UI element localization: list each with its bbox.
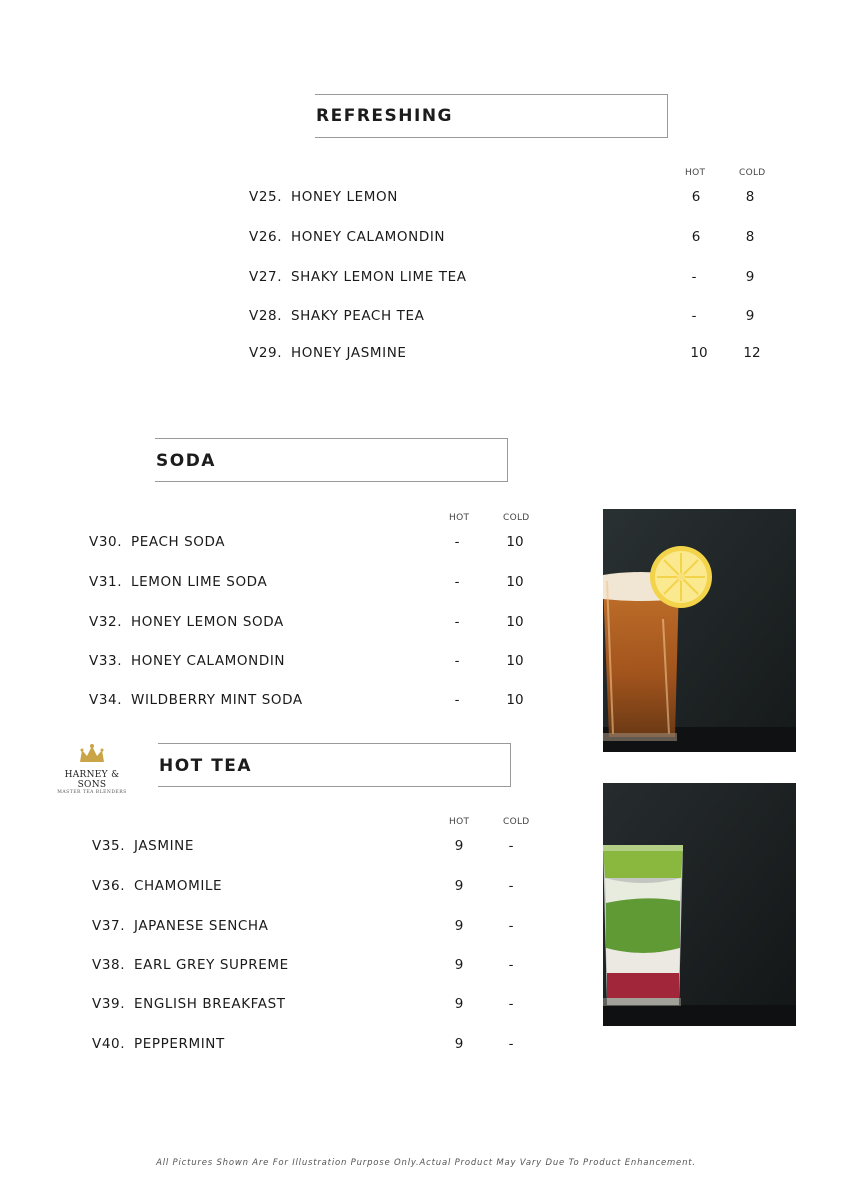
item-name: SHAKY LEMON LIME TEA [291, 269, 467, 285]
iced-lemon-tea-illustration [603, 509, 796, 752]
item-hot-price: 6 [691, 229, 701, 245]
item-code: V26. [249, 229, 283, 245]
item-cold-price: 8 [745, 229, 755, 245]
menu-item [249, 229, 445, 245]
item-hot-price: - [691, 308, 697, 324]
item-cold-price: 10 [506, 534, 524, 550]
harney-and-sons-logo [52, 742, 132, 795]
menu-item [249, 308, 424, 324]
item-name: HONEY LEMON SODA [131, 614, 284, 630]
item-cold-price: 10 [506, 692, 524, 708]
item-name: ENGLISH BREAKFAST [134, 996, 286, 1012]
item-code: V35. [92, 838, 126, 854]
item-code: V32. [89, 614, 123, 630]
crown-crest-icon [77, 742, 107, 764]
item-hot-price: - [691, 269, 697, 285]
item-hot-price: - [454, 534, 460, 550]
item-code: V37. [92, 918, 126, 934]
item-code: V39. [92, 996, 126, 1012]
brand-name: HARNEY & SONS [64, 770, 120, 790]
item-code: V27. [249, 269, 283, 285]
illustration-disclaimer: All Pictures Shown Are For Illustration Purpose Only.Actual Product May Vary Due To Product Enhancement. [156, 1158, 696, 1168]
item-hot-price: - [454, 614, 460, 630]
item-hot-price: - [454, 653, 460, 669]
item-code: V25. [249, 189, 283, 205]
item-cold-price: 10 [506, 574, 524, 590]
item-cold-price: 10 [506, 653, 524, 669]
menu-item [89, 692, 303, 708]
item-code: V40. [92, 1036, 126, 1052]
item-hot-price: 10 [690, 345, 708, 361]
hot-tea-section-title: HOT TEA [159, 756, 253, 776]
menu-item [92, 1036, 225, 1052]
item-cold-price: 8 [745, 189, 755, 205]
item-name: PEACH SODA [131, 534, 226, 550]
item-cold-price: 12 [743, 345, 761, 361]
item-name: EARL GREY SUPREME [134, 957, 289, 973]
menu-item [89, 653, 285, 669]
item-name: HONEY CALAMONDIN [291, 229, 446, 245]
item-code: V28. [249, 308, 283, 324]
item-cold-price: - [508, 838, 514, 854]
item-code: V30. [89, 534, 123, 550]
soda-hot-header: HOT [449, 513, 470, 523]
item-code: V36. [92, 878, 126, 894]
menu-item [89, 614, 284, 630]
item-cold-price: - [508, 878, 514, 894]
menu-item [92, 838, 194, 854]
item-name: SHAKY PEACH TEA [291, 308, 425, 324]
item-hot-price: - [454, 692, 460, 708]
layered-matcha-drink-photo [603, 783, 796, 1026]
menu-item [92, 957, 289, 973]
item-name: HONEY CALAMONDIN [131, 653, 286, 669]
menu-item [92, 918, 269, 934]
soda-cold-header: COLD [503, 513, 530, 523]
item-code: V33. [89, 653, 123, 669]
soda-section-title: SODA [156, 451, 216, 471]
item-name: WILDBERRY MINT SODA [131, 692, 303, 708]
menu-item [89, 574, 267, 590]
item-name: CHAMOMILE [134, 878, 223, 894]
menu-item [89, 534, 225, 550]
menu-item [249, 269, 467, 285]
item-cold-price: 9 [745, 269, 755, 285]
item-cold-price: - [508, 1036, 514, 1052]
layered-drink-illustration [603, 783, 796, 1026]
item-hot-price: - [454, 574, 460, 590]
item-cold-price: - [508, 996, 514, 1012]
menu-item [249, 345, 407, 361]
item-cold-price: - [508, 918, 514, 934]
menu-item [92, 996, 286, 1012]
item-name: HONEY LEMON [291, 189, 398, 205]
item-hot-price: 9 [454, 838, 464, 854]
hot-tea-cold-header: COLD [503, 817, 530, 827]
item-hot-price: 9 [454, 957, 464, 973]
iced-lemon-tea-photo [603, 509, 796, 752]
item-name: LEMON LIME SODA [131, 574, 268, 590]
item-name: JASMINE [134, 838, 195, 854]
item-hot-price: 9 [454, 996, 464, 1012]
item-cold-price: - [508, 957, 514, 973]
item-name: PEPPERMINT [134, 1036, 225, 1052]
item-code: V34. [89, 692, 123, 708]
item-code: V31. [89, 574, 123, 590]
item-cold-price: 9 [745, 308, 755, 324]
item-hot-price: 9 [454, 878, 464, 894]
item-code: V29. [249, 345, 283, 361]
hot-tea-hot-header: HOT [449, 817, 470, 827]
refreshing-cold-header: COLD [739, 168, 766, 178]
item-code: V38. [92, 957, 126, 973]
brand-tagline: MASTER TEA BLENDERS [57, 790, 127, 795]
refreshing-hot-header: HOT [685, 168, 706, 178]
item-hot-price: 9 [454, 1036, 464, 1052]
item-hot-price: 9 [454, 918, 464, 934]
item-hot-price: 6 [691, 189, 701, 205]
item-name: HONEY JASMINE [291, 345, 407, 361]
item-cold-price: 10 [506, 614, 524, 630]
menu-item [249, 189, 398, 205]
refreshing-section-title: REFRESHING [316, 106, 453, 126]
menu-item [92, 878, 222, 894]
item-name: JAPANESE SENCHA [134, 918, 269, 934]
